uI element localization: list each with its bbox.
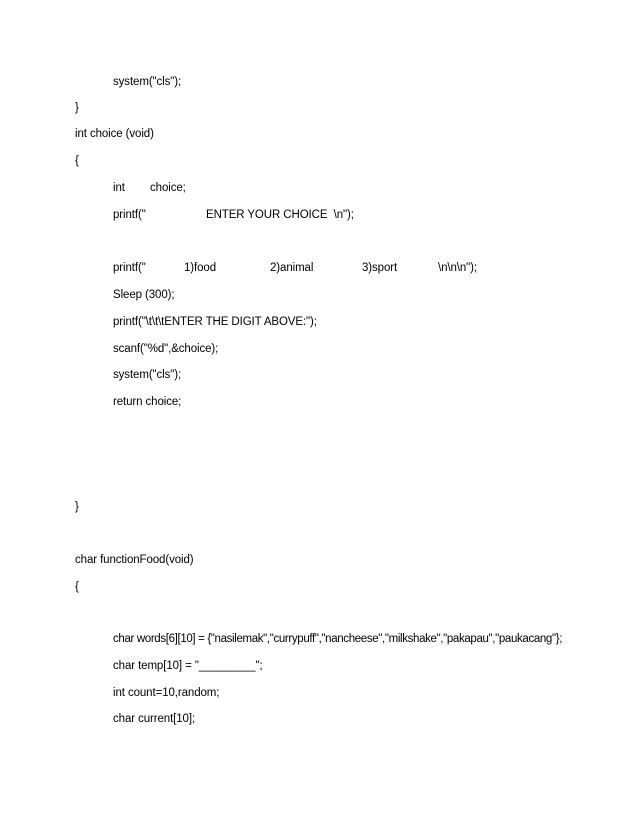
code-line-close-brace-1: } — [75, 102, 79, 114]
code-line-int-choice-decl: int choice (void) — [75, 128, 154, 140]
code-line-scanf: scanf("%d",&choice); — [113, 343, 219, 355]
code-token-printf-open-1: printf(" — [113, 209, 146, 221]
code-line-open-brace-1: { — [75, 155, 79, 167]
code-token-int: int — [113, 182, 125, 194]
code-token-choice-var: choice; — [150, 182, 186, 194]
code-token-sport-option: 3)sport — [362, 262, 398, 274]
code-line-char-words-array: char words[6][10] = {"nasilemak","currypuff","nancheese","milkshake","pakapau","paukacang"}; — [113, 633, 563, 645]
code-token-newlines: \n\n\n"); — [438, 262, 477, 274]
code-line-open-brace-2: { — [75, 581, 79, 593]
code-line-close-brace-2: } — [75, 501, 79, 513]
code-line-char-temp: char temp[10] = "_________"; — [113, 660, 263, 672]
code-line-printf-enter-digit: printf("\t\t\tENTER THE DIGIT ABOVE:"); — [113, 316, 317, 328]
code-line-return-choice: return choice; — [113, 396, 182, 408]
code-line-system-cls-2: system("cls"); — [113, 369, 182, 381]
code-token-animal-option: 2)animal — [270, 262, 314, 274]
code-line-char-function-food: char functionFood(void) — [75, 554, 194, 566]
code-line-int-count-random: int count=10,random; — [113, 687, 220, 699]
code-token-printf-open-2: printf(" — [113, 262, 146, 274]
code-token-enter-choice: ENTER YOUR CHOICE \n"); — [206, 209, 354, 221]
code-line-sleep: Sleep (300); — [113, 289, 175, 301]
code-line-char-current: char current[10]; — [113, 713, 196, 725]
code-token-food-option: 1)food — [184, 262, 217, 274]
code-line-system-cls-1: system("cls"); — [113, 76, 182, 88]
